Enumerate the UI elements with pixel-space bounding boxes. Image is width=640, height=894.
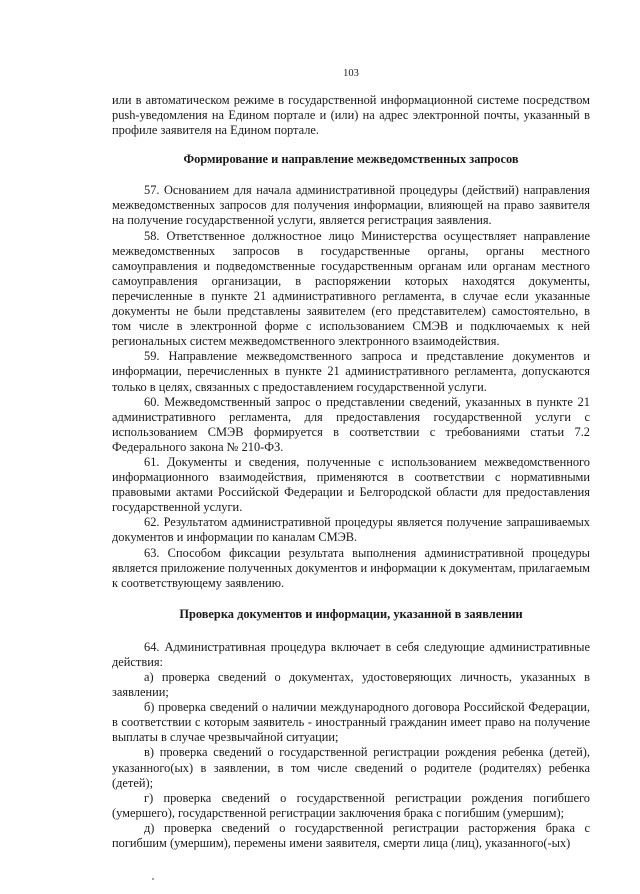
paragraph-62: 62. Результатом административной процедуры является получение запрашиваемых документов и информации по каналам СМЭВ. (112, 515, 590, 545)
list-item-v: в) проверка сведений о государственной регистрации рождения ребенка (детей), указанного(ых) в заявлении, в том числе сведений о родителе (родителях) ребенка (детей); (112, 745, 590, 790)
paragraph-59: 59. Направление межведомственного запроса и представление документов и информации, перечисленных в пункте 21 административного регламента, допускаются только в целях, связанных с предоставлением государственной услуги. (112, 349, 590, 394)
intro-paragraph: или в автоматическом режиме в государственной информационной системе посредством push-уведомления на Едином портале и (или) на адрес электронной почты, указанный в профиле заявителя на Едином портале. (112, 93, 590, 138)
list-item-d: д) проверка сведений о государственной регистрации расторжения брака с погибшим (умершим), перемены имени заявителя, смерти лица (лиц), указанного(-ых) (112, 820, 590, 851)
paragraph-64: 64. Административная процедура включает в себя следующие административные действия: (112, 639, 590, 669)
paragraph-58: 58. Ответственное должностное лицо Министерства осуществляет направление межведомственных запросов в государственные органы, органы местного самоуправления и подведомственные государственным органам или органам местного самоуправления организации, в распоряжении которых находятся документы, перечисленные в пункте 21 административного регламента, в случае если указанные документы не были представлены заявителем (его представителем) самостоятельно, в том числе в электронной форме с использованием СМЭВ и подключаемых к ней региональных систем межведомственного электронного взаимодействия. (112, 228, 590, 349)
list-item-g: г) проверка сведений о государственной регистрации рождения погибшего (умершего), государственной регистрации заключения брака с погибшим (умершим); (112, 790, 590, 820)
list-item-a: а) проверка сведений о документах, удостоверяющих личность, указанных в заявлении; (112, 670, 590, 700)
section-heading-verification: Проверка документов и информации, указанной в заявлении (179, 606, 523, 621)
paragraph-60: 60. Межведомственный запрос о представлении сведений, указанных в пункте 21 административного регламента, для предоставления государственной услуги с использованием СМЭВ формируется в соответствии с требованиями статьи 7.2 Федерального закона № 210-ФЗ. (112, 394, 590, 454)
scan-speck (152, 878, 154, 880)
paragraph-57: 57. Основанием для начала административной процедуры (действий) направления межведомственных запросов для получения информации, влияющей на право заявителя на получение государственной услуги, является регистрация заявления. (112, 183, 590, 228)
page-number: 103 (343, 68, 359, 79)
paragraph-61: 61. Документы и сведения, полученные с использованием межведомственного информационного взаимодействия, применяются в соответствии с нормативными правовыми актами Российской Федерации и Белгородской области для предоставления государственной услуги. (112, 454, 590, 515)
paragraph-63: 63. Способом фиксации результата выполнения административной процедуры является приложение полученных документов и информации к документам, прилагаемым к соответствующему заявлению. (112, 545, 590, 590)
section-heading-requests: Формирование и направление межведомственных запросов (183, 152, 519, 167)
list-item-b: б) проверка сведений о наличии международного договора Российской Федерации, в соответствии с которым заявитель - иностранный гражданин имеет право на получение выплаты в случае чрезвычайной ситуации; (112, 700, 590, 745)
